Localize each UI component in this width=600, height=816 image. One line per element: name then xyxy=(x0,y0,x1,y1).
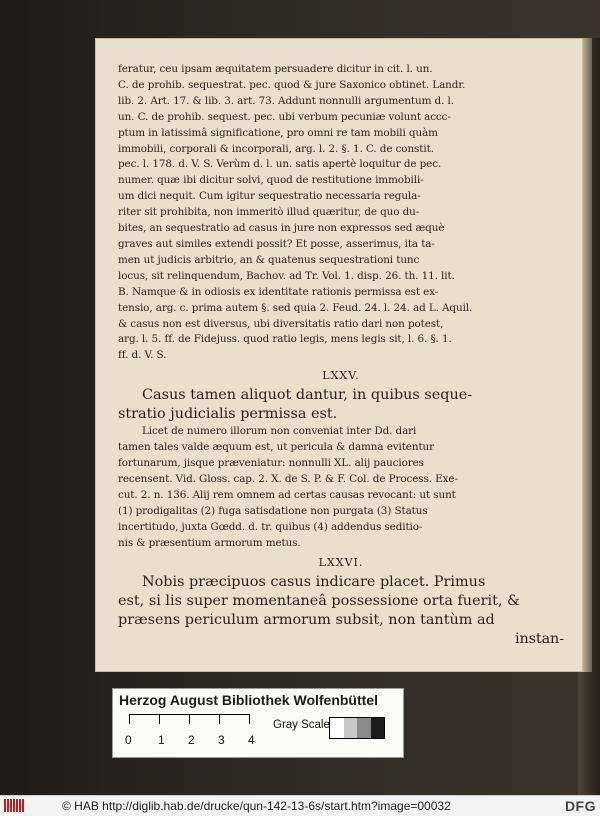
text-line: lib. 2. Art. 17. & lib. 3. art. 73. Addunt nonnulli argumentum d. l. xyxy=(118,94,454,107)
dfg-logo: DFG xyxy=(564,798,596,814)
library-name: Herzog August Bibliothek Wolfenbüttel xyxy=(119,692,378,708)
hab-logo-icon xyxy=(4,799,24,812)
text-line: fortunarum, jisque præveniatur: nonnulli XL. alij pauciores xyxy=(118,457,424,470)
permalink-text[interactable]: © HAB http://diglib.hab.de/drucke/qun-142-13-6s/start.htm?image=00032 xyxy=(62,799,451,813)
text-line: graves aut similes extendi possit? Et posse, asserimus, ita ta- xyxy=(118,237,435,250)
paragraph-lxxv xyxy=(118,424,564,551)
text-line: cut. 2. n. 136. Alij rem omnem ad certas causas revocant: ut sunt xyxy=(118,488,456,501)
ruler-number: 0 xyxy=(125,733,132,747)
text-line: incertitudo, juxta Gœdd. d. tr. quibus (4) addendus seditio- xyxy=(118,520,423,533)
section-heading-lxxvi: LXXVI. xyxy=(318,556,364,570)
gray-scale-swatch xyxy=(329,717,385,739)
text-line: ptum in latissimâ significatione, pro omni re tam mobili quàm xyxy=(118,126,438,139)
text-line: & casus non est diversus, ubi diversitatis ratio dari non potest, xyxy=(118,317,444,330)
viewer-footer xyxy=(0,795,600,816)
text-line: Casus tamen aliquot dantur, in quibus seque- xyxy=(142,387,473,404)
summary-lxxv xyxy=(118,386,564,424)
color-target-card xyxy=(112,688,404,758)
text-line: tensio, arg. c. prima autem §. sed quia 2. Feud. 24. l. 24. ad L. Aquil. xyxy=(118,301,473,314)
ruler-ticks xyxy=(129,714,251,724)
gray-swatch-patch xyxy=(344,718,358,738)
summary-lxxvi xyxy=(118,573,564,630)
catchword: instan- xyxy=(514,631,564,648)
text-line: C. de prohib. sequestrat. pec. quod & jure Saxonico obtinet. Landr. xyxy=(118,78,466,91)
text-line: B. Namque & in odiosis ex identitate rationis permissa est ex- xyxy=(118,285,439,298)
text-line: (1) prodigalitas (2) fuga satisdatione non purgata (3) Status xyxy=(118,504,428,517)
text-line: nis & præsentium armorum metus. xyxy=(118,536,301,549)
text-line: arg. l. 5. ff. de Fidejuss. quod ratio legis, mens legis sit, l. 6. §. 1. xyxy=(118,333,452,346)
text-line: riter sit prohibita, non immeritò illud quæritur, de quo du- xyxy=(118,206,420,219)
text-line: est, si lis super momentaneâ possessione orta fuerit, & xyxy=(118,593,520,610)
page-edge xyxy=(583,38,592,672)
gray-scale-label: Gray Scale xyxy=(273,719,330,731)
ruler-number: 4 xyxy=(248,733,255,747)
text-line: bites, an sequestratio ad casus in jure non expressos sed æquè xyxy=(118,222,445,235)
text-line: Licet de numero illorum non conveniat inter Dd. dari xyxy=(142,425,417,438)
section-heading-lxxv: LXXV. xyxy=(322,369,360,383)
text-line: præsens periculum armorum subsit, non tantùm ad xyxy=(118,612,495,629)
paragraph-lxxiv xyxy=(118,62,564,364)
text-line: tamen tales valde æquum est, ut pericula & damna evitentur xyxy=(118,441,434,454)
ruler-number: 3 xyxy=(218,733,225,747)
text-line: immobili, corporali & incorporali, arg. l. 2. §. 1. C. de constit. xyxy=(118,142,434,155)
text-line: pec. l. 178. d. V. S. Verùm d. l. un. satis apertè loquitur de pec. xyxy=(118,158,442,171)
gray-swatch-patch xyxy=(330,718,344,738)
text-line: numer. quæ ibi dicitur solvi, quod de restitutione immobili- xyxy=(118,174,424,187)
text-line: recensent. Vid. Gloss. cap. 2. X. de S. P. & F. Col. de Process. Exe- xyxy=(118,472,458,485)
page-text xyxy=(118,62,564,649)
text-line: Nobis præcipuos casus indicare placet. Primus xyxy=(142,574,486,591)
text-line: um dici nequit. Cum igitur sequestratio necessaria regula- xyxy=(118,190,421,203)
text-line: un. C. de prohib. sequest. pec. ubi verbum pecuniæ volunt accc- xyxy=(118,110,451,123)
gray-swatch-patch xyxy=(371,718,385,738)
ruler-number: 2 xyxy=(188,733,195,747)
text-line: men ut judicis arbitrio, an & quatenus sequestrationi tunc xyxy=(118,253,420,266)
text-line: stratio judicialis permissa est. xyxy=(118,406,338,423)
ruler-number: 1 xyxy=(158,733,165,747)
gray-swatch-patch xyxy=(357,718,371,738)
text-line: ff. d. V. S. xyxy=(118,349,167,362)
text-line: locus, sit relinquendum, Bachov. ad Tr. Vol. 1. disp. 26. th. 11. lit. xyxy=(118,269,455,282)
text-line: feratur, ceu ipsam æquitatem persuadere dicitur in cit. l. un. xyxy=(118,63,433,75)
